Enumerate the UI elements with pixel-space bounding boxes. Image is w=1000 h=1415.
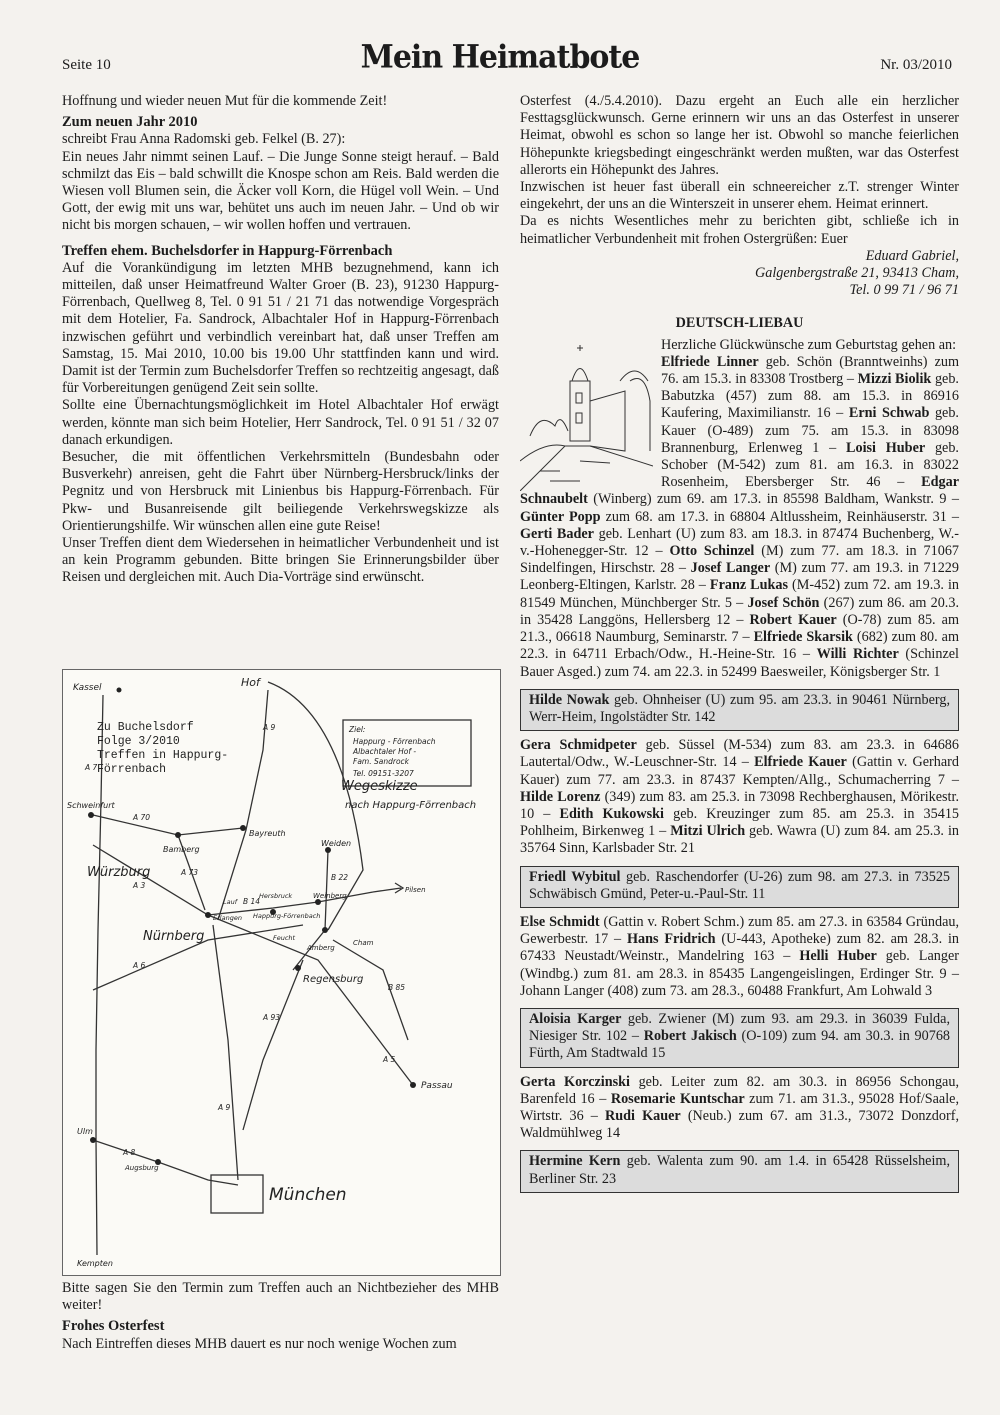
city-label: Regensburg (303, 974, 364, 985)
city-label: Kassel (73, 683, 102, 693)
paragraph: Da es nichts Wesentliches mehr zu berichten gibt, schließe ich in heimatlicher Verbundenheit mit frohen Ostergrüßen: Euer (520, 213, 959, 247)
paragraph: schreibt Frau Anna Radomski geb. Felkel (B. 27): (62, 131, 346, 148)
road-label: A 6 (133, 961, 146, 970)
city-label: Würzburg (87, 865, 151, 880)
road-label: B 14 (243, 897, 261, 906)
map-subtitle: nach Happurg-Förrenbach (345, 800, 477, 811)
city-label: Happurg-Förrenbach (253, 912, 321, 920)
paragraph: Inzwischen ist heuer fast überall ein schneereicher z.T. strenger Winter eingekehrt, der uns an die Winterszeit in unserer ehem. Heimat erinnert. (520, 179, 959, 213)
road-label: A 73 (181, 868, 199, 877)
poem: Ein neues Jahr nimmt seinen Lauf. – Die Junge Sonne steigt herauf. – Bald schmilzt das Eis – bald schwillt die Knospe schon am Reis. Bald werden die Wiesen voll Blumen sein, die Äcker voll Korn, die Hügel voll Wein. – Und Gott, der ewig mit uns war, behütet uns auch im neuen Jahr. – Und ob wir nicht bis morgen schauen, – wir wollen hoffen und vertrauen. (62, 148, 499, 234)
city-label: Schweinfurt (67, 801, 115, 810)
city-label: Feucht (273, 934, 296, 942)
city-label: Nürnberg (143, 929, 205, 944)
paragraph: Osterfest (4./5.4.2010). Dazu ergeht an Euch alle ein herzlicher Festtagsglückwunsch. Gerne erinnern wir uns an das Osterfest in unserer Heimat, obwohl es schon so lange her ist. Obwohl so manche feierlichen Höhepunkte kriegsbedingt eingeschränkt werden mußten, war das Osterfest allerorts ein Höhepunkt des Jahres. (520, 93, 959, 178)
highlight-box: Hermine Kern geb. Walenta zum 90. am 1.4. in 65428 Rüsselsheim, Berliner Str. 23 (520, 1150, 959, 1192)
left-column (62, 93, 499, 587)
road-label: A 5 (383, 1055, 396, 1064)
paragraph: Sollte eine Übernachtungsmöglichkeit im Hotel Albachtaler Hof erwägt werden, könnte man sich beim Hotelier, Herr Sandrock, Tel. 0 91 51 / 32 07 danach erkundigen. (62, 397, 499, 448)
birthday-list: Else Schmidt (Gattin v. Robert Schm.) zum 85. am 27.3. in 63584 Gründau, Gewerbestr. 17 – Hans Fridrich (U-443, Apotheke) zum 82. am 28.3. in 67433 Neustadt/Weinstr., Mandelring 163 – Helli Huber geb. Langer (Windbg.) zum 81. am 28.3. in 85435 Langengeislingen, Erdinger Str. 9 – Johann Langer (408) zum 73. am 28.3., 60488 Frankfurt, Am Lohwald 3 (520, 913, 960, 999)
birthday-list: Gera Schmidpeter geb. Süssel (M-534) zum 83. am 23.3. in 64686 Lautertal/Odw., W.-Leuschner-Str. 14 – Elfriede Kauer (Gattin v. Gerhard Kauer) zum 77. am 23.3. in 87437 Kempten/Allg., Schumacherring 7 – Hilde Lorenz (349) zum 83. am 25.3. in 73098 Rechberghausen, Mörikestr. 10 – Edith Kukowski geb. Kreuzinger zum 85. am 25.3. in 35415 Pohlheim, Birkenweg 1 – Mitzi Ulrich geb. Wawra (U) zum 84. am 25.3. in 35764 Sinn, Karlsbader Str. 21 (520, 737, 960, 857)
road-label: B 85 (388, 983, 406, 992)
road-label: A 7 (85, 763, 98, 772)
page-number: Seite 10 (62, 57, 111, 73)
highlight-box: Hilde Nowak geb. Ohnheiser (U) zum 95. am 23.3. in 90461 Nürnberg, Werr-Heim, Ingolstädter Str. 142 (520, 689, 959, 731)
city-label: Erlangen (213, 914, 242, 922)
ziel-text: Tel. 09151-3207 (353, 769, 414, 778)
city-label: Amberg (307, 944, 335, 952)
city-label: München (269, 1185, 347, 1205)
city-label: Bayreuth (249, 829, 286, 838)
city-label: Weinberg (313, 892, 347, 900)
city-label: Bamberg (163, 845, 200, 854)
heading-new-year: Zum neuen Jahr 2010 (62, 114, 198, 131)
masthead-logo: Mein Heimatbote (360, 39, 640, 76)
ziel-text: Fam. Sandrock (353, 757, 409, 766)
heading-easter: Frohes Osterfest (62, 1318, 165, 1335)
highlight-box: Friedl Wybitul geb. Raschendorfer (U-26) zum 98. am 27.3. in 73525 Schwäbisch Gmünd, Peter-u.-Paul-Str. 11 (520, 866, 959, 908)
city-label: Hersbruck (259, 892, 293, 900)
city-label: Weiden (321, 839, 352, 848)
paragraph: Hoffnung und wieder neuen Mut für die kommende Zeit! (62, 93, 388, 109)
map-header-line2: Folge 3/2010 (97, 735, 180, 748)
paragraph: Besucher, die mit öffentlichen Verkehrsmitteln (Bundesbahn oder Busverkehr) anreisen, geht die Fahrt über Nürnberg-Hersbruck/links der Pegnitz und von Hersbruck mit Linienbus bis Happurg-Förrenbach. Für Pkw- und Busanreisende gilt beiliegende Verkehrswegskizze als Orientierungshilfe. Wir wünschen allen eine gute Reise! (62, 449, 499, 534)
paragraph: Unser Treffen dient dem Wiedersehen in heimatlicher Verbundenheit und ist an kein Programm gebunden. Bitte bringen Sie Erinnerungsbilder über Reisen und dergleichen mit. Auch Dia-Vorträge sind erwünscht. (62, 535, 499, 586)
birthday-list: Gerta Korczinski geb. Leiter zum 82. am 30.3. in 86956 Schongau, Barenfeld 16 – Rosemarie Kuntschar zum 71. am 31.3., 95028 Hof/Saale, Wirtstr. 36 – Rudi Kauer (Neub.) zum 67. am 31.3., 73072 Donzdorf, Waldmühlweg 14 (520, 1073, 960, 1142)
signature-phone: Tel. 0 99 71 / 96 71 (849, 282, 959, 299)
map-header-line4: Förrenbach (97, 763, 167, 776)
map-header-line1: Zu Buchelsdorf (97, 721, 194, 734)
road-label: A 3 (133, 881, 146, 890)
road-label: A 70 (133, 813, 151, 822)
city-label: Hof (241, 676, 260, 689)
road-label: A 9 (218, 1103, 231, 1112)
heading-meeting: Treffen ehem. Buchelsdorfer in Happurg-Förrenbach (62, 242, 393, 259)
city-label: Pilsen (405, 886, 426, 894)
right-column (520, 93, 959, 1199)
city-label: Augsburg (125, 1164, 159, 1172)
section-heading: DEUTSCH-LIEBAU (675, 315, 804, 332)
map-header-line3: Treffen in Happurg- (97, 749, 229, 762)
route-sketch-map (62, 669, 501, 1276)
city-label: Passau (421, 1081, 453, 1091)
city-label: Lauf (223, 898, 238, 906)
paragraph: Auf die Vorankündigung im letzten MHB bezugnehmend, kann ich mitteilen, daß unser Heimatfreund Walter Groer (B. 23), 91230 Happurg-Förrenbach, Quellweg 8, Tel. 0 91 51 / 21 71 das notwendige Vorgespräch mit dem Hotelier, Fa. Sandrock, Albachtaler Hof in Happurg-Förrenbach inzwischen geführt und verbindlich vereinbart hat, daß unser Treffen am Samstag, 15. Mai 2010, 10.00 bis 19.00 Uhr stattfinden kann und wird. Damit ist der Termin zum Buchelsdorfer Treffen so rechtzeitig angesagt, daß für Vorbereitungen genügend Zeit sein sollte. (62, 259, 499, 397)
paragraph: Nach Eintreffen dieses MHB dauert es nur noch wenige Wochen zum (62, 1335, 457, 1352)
road-label: A 93 (263, 1013, 281, 1022)
map-title: Wegeskizze (341, 779, 418, 794)
road-label: A 8 (123, 1148, 136, 1157)
issue-number: Nr. 03/2010 (880, 57, 952, 73)
ziel-text: Albachtaler Hof - (353, 747, 417, 756)
road-label: A 9 (263, 723, 276, 732)
section-intro: Herzliche Glückwünsche zum Geburtstag gehen an: (661, 336, 957, 353)
city-label: Cham (353, 939, 374, 947)
map-drawing (63, 670, 500, 1275)
highlight-box: Aloisia Karger geb. Zwiener (M) zum 93. am 29.3. in 36039 Fulda, Niesiger Str. 102 – Robert Jakisch (O-109) zum 94. am 30.3. in 90768 Fürth, Am Stadtwald 15 (520, 1008, 959, 1068)
paragraph: Bitte sagen Sie den Termin zum Treffen auch an Nichtbezieher des MHB weiter! (62, 1280, 499, 1314)
left-column-bottom (62, 1280, 499, 1353)
ziel-text: Happurg - Förrenbach (353, 737, 436, 746)
church-drawing (520, 341, 653, 491)
city-label: Ulm (77, 1127, 93, 1136)
city-label: Kempten (77, 1259, 113, 1268)
signature-name: Eduard Gabriel, (865, 247, 959, 264)
birthday-list: Elfriede Linner geb. Schön (Branntweinhs) zum 76. am 15.3. in 83308 Trostberg – Mizzi Biolik geb. Babutzka (457) zum 88. am 15.3. in 86916 Kaufering, Maximilianstr. 16 – Erni Schwab geb. Kauer (O-489) zum 75. am 15.3. in 83098 Brannenburg, Erlenweg 1 – Loisi Huber geb. Schober (M-542) zum 81. am 16.3. in 83022 Rosenheim, Ebersberger Str. 46 – Edgar Schnaubelt (Winberg) zum 69. am 17.3. in 85598 Baldham, Wankstr. 9 – Günter Popp zum 68. am 17.3. in 68804 Altlussheim, Reinhäuserstr. 31 – Gerti Bader geb. Lenhart (U) zum 83. am 18.3. in 87474 Buchenberg, W.-v.-Hohenegger-Str. 12 – Otto Schinzel (M) zum 77. am 18.3. in 71067 Sindelfingen, Hirschstr. 28 – Josef Langer (M) zum 77. am 19.3. in 71229 Leonberg-Eltingen, Karlstr. 28 – Franz Lukas (M-452) zum 72. am 19.3. in 81549 München, Münchberger Str. 5 – Josef Schön (267) zum 86. am 20.3. in 35428 Langgöns, Hellersberg 12 – Robert Kauer (O-78) zum 85. am 21.3., 06618 Naumburg, Seminarstr. 7 – Elfriede Skarsik (682) zum 80. am 22.3. in 64711 Erbach/Odw., H.-Heine-Str. 16 – Willi Richter (Schinzel Bauer Asged.) zum 74. am 22.3. in 52499 Baesweiler, Königsberger Str. 1 (520, 353, 960, 680)
road-label: B 22 (331, 873, 349, 882)
signature-address: Galgenbergstraße 21, 93413 Cham, (754, 265, 959, 282)
ziel-label: Ziel: (349, 725, 366, 734)
